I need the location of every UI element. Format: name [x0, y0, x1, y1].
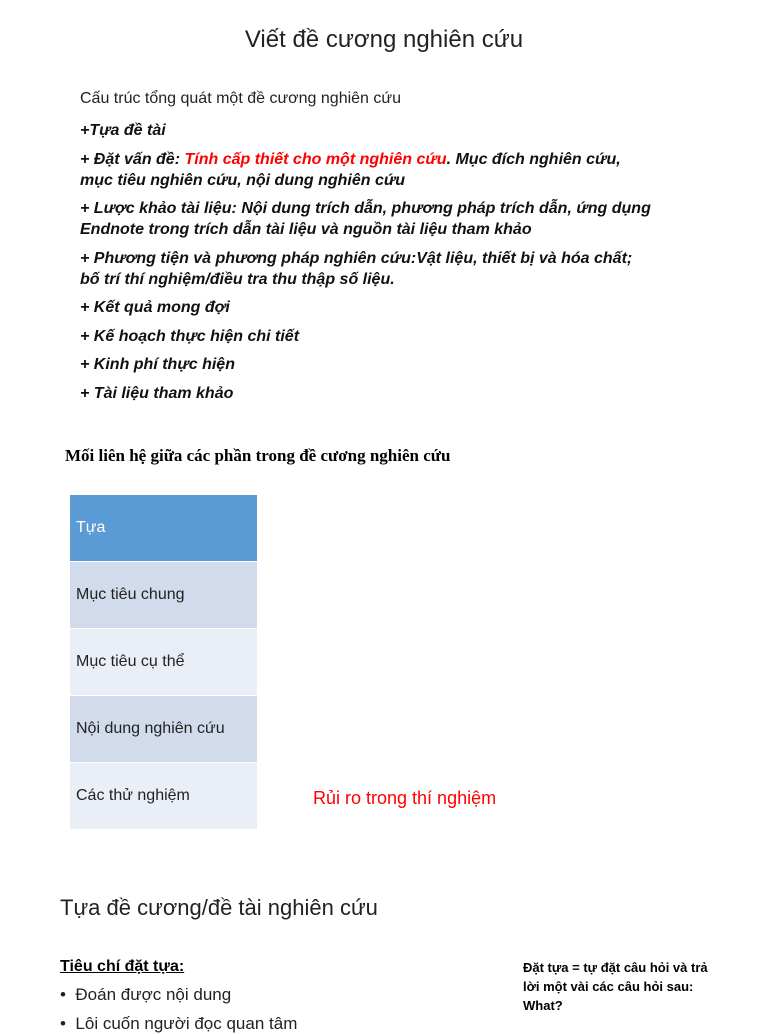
table-header: Tựa: [70, 495, 257, 562]
outline-item-budget: + Kinh phí thực hiện: [80, 356, 235, 373]
outline-item-references: + Tài liệu tham khảo: [80, 385, 234, 402]
table-row: Nội dung nghiên cứu: [70, 696, 257, 763]
risk-label: Rủi ro trong thí nghiệm: [313, 788, 497, 808]
page-title: Viết đề cương nghiên cứu: [244, 26, 524, 53]
table-row: Các thử nghiệm: [70, 763, 257, 830]
side-note: Đặt tựa = tự đặt câu hỏi và trả lời một vài các câu hỏi sau: What?: [523, 960, 708, 1013]
relation-title: Mối liên hệ giữa các phần trong đề cương nghiên cứu: [65, 446, 451, 465]
outline-item-title: +Tựa đề tài: [80, 122, 166, 139]
problem-prefix: + Đặt vấn đề:: [80, 151, 185, 168]
section-title: Tựa đề cương/đề tài nghiên cứu: [60, 895, 378, 920]
bullet-text: Đoán được nội dung: [75, 985, 232, 1004]
outline-item-literature: + Lược khảo tài liệu: Nội dung trích dẫn, phương pháp trích dẫn, ứng dụng Endnote trong trích dẫn tài liệu và nguồn tài liệu tham khảo: [80, 200, 651, 238]
outline-item-methods: + Phương tiện và phương pháp nghiên cứu:Vật liệu, thiết bị và hóa chất; bố trí thí nghiệm/điều tra thu thập số liệu.: [80, 250, 633, 288]
outline-table: [70, 495, 257, 830]
problem-highlight: Tính cấp thiết cho một nghiên cứu: [184, 151, 447, 168]
bullet-text: Lôi cuốn người đọc quan tâm: [75, 1014, 298, 1033]
problem-rest: . Mục đích nghiên cứu, mục tiêu nghiên cứu, nội dung nghiên cứu: [80, 151, 621, 189]
bullet-icon: •: [60, 1014, 76, 1033]
intro-text: Cấu trúc tổng quát một đề cương nghiên cứu: [80, 90, 401, 107]
criteria-bullet: [60, 985, 231, 1005]
table-row: Mục tiêu chung: [70, 562, 257, 629]
criteria-bullet: [60, 1014, 297, 1034]
criteria-title: Tiêu chí đặt tựa:: [60, 958, 185, 975]
outline-item-results: + Kết quả mong đợi: [80, 299, 230, 316]
outline-item-plan: + Kế hoạch thực hiện chi tiết: [80, 328, 300, 345]
outline-item-problem: [80, 149, 655, 191]
bullet-icon: •: [60, 985, 76, 1004]
table-row: Mục tiêu cụ thể: [70, 629, 257, 696]
